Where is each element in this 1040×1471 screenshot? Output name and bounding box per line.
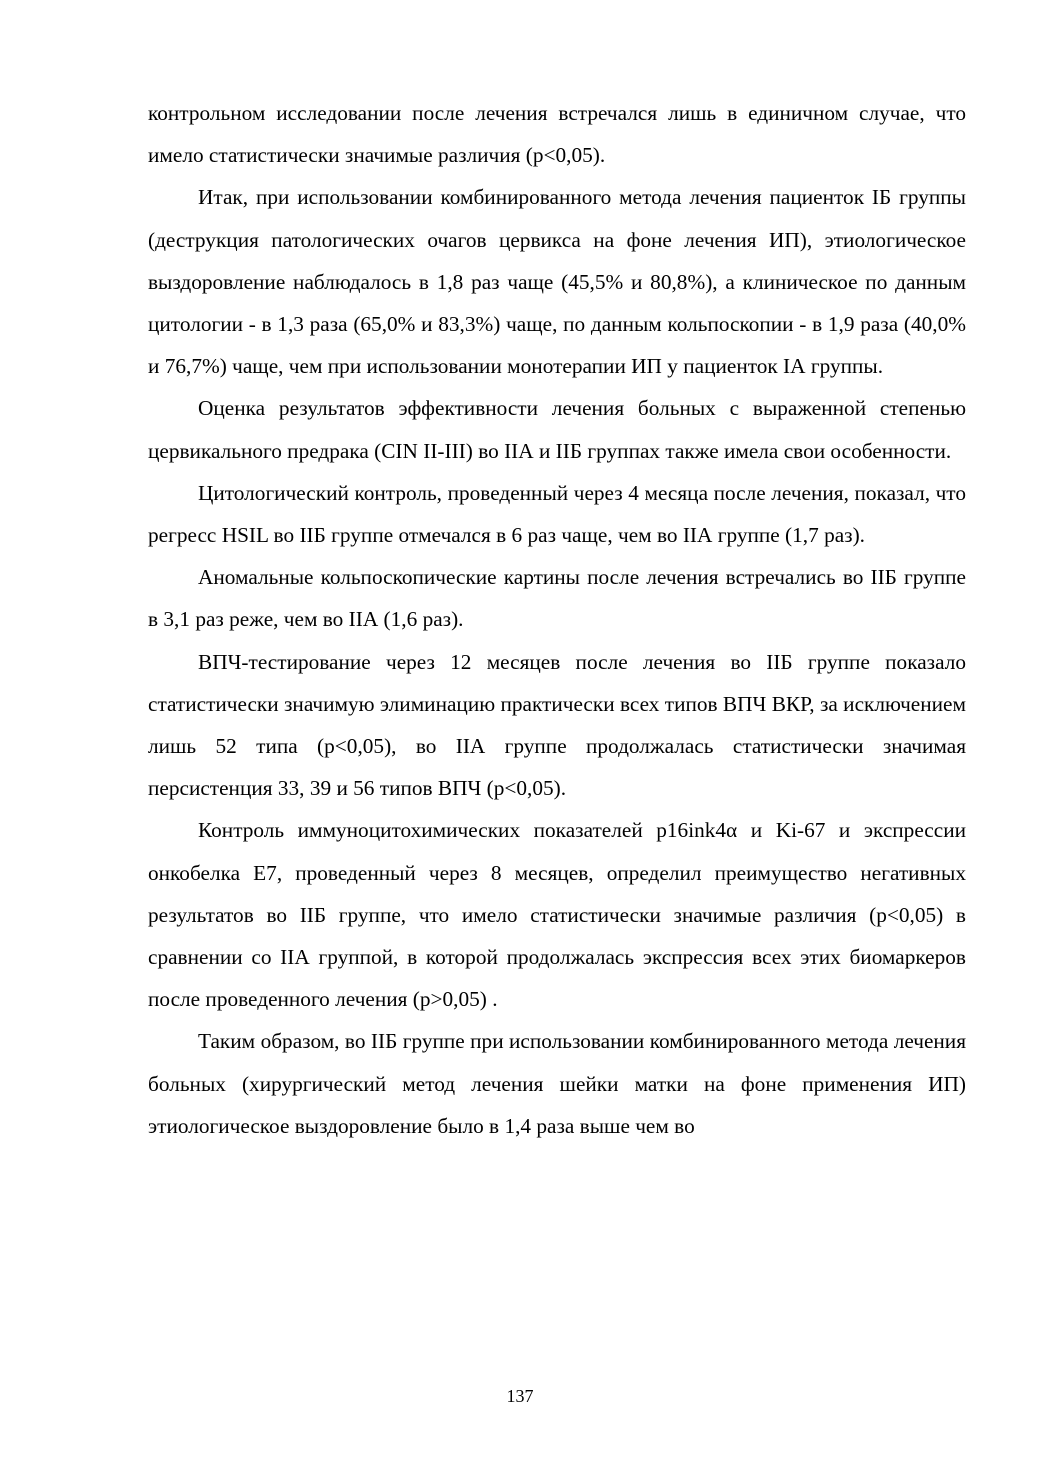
paragraph-8: Таким образом, во IIБ группе при использовании комбинированного метода лечения больных (хирургический метод лечения шейки матки на фоне применения ИП) этиологическое выздоровление было в 1,4 раза выше чем во	[148, 1029, 966, 1138]
paragraph-2: Итак, при использовании комбинированного метода лечения пациенток IБ группы (деструкция патологических очагов цервикса на фоне лечения ИП), этиологическое выздоровление наблюдалось в 1,8 раз чаще (45,5% и 80,8%), а клиническое по данным цитологии - в 1,3 раза (65,0% и 83,3%) чаще, по данным кольпоскопии - в 1,9 раза (40,0% и 76,7%) чаще, чем при использовании монотерапии ИП у пациенток IА группы.	[148, 185, 966, 379]
paragraph-1: контрольном исследовании после лечения встречался лишь в единичном случае, что имело статистически значимые различия (р<0,05).	[148, 101, 966, 168]
paragraph-7: Контроль иммуноцитохимических показателей p16ink4α и Ki-67 и экспрессии онкобелка Е7, проведенный через 8 месяцев, определил преимущество негативных результатов во IIБ группе, что имело статистически значимые различия (р<0,05) в сравнении со IIА группой, в которой продолжалась экспрессия всех этих биомаркеров после проведенного лечения (р>0,05) .	[148, 818, 966, 1012]
page-number: 137	[506, 1386, 534, 1406]
document-body	[148, 92, 966, 1147]
paragraph-3: Оценка результатов эффективности лечения больных с выраженной степенью цервикального предрака (CIN II-III) во IIА и IIБ группах также имела свои особенности.	[148, 396, 966, 463]
paragraph-4: Цитологический контроль, проведенный через 4 месяца после лечения, показал, что регресс HSIL во IIБ группе отмечался в 6 раз чаще, чем во IIА группе (1,7 раз).	[148, 480, 966, 548]
paragraph-5: Аномальные кольпоскопические картины после лечения встречались во IIБ группе в 3,1 раз реже, чем во IIА (1,6 раз).	[148, 565, 966, 632]
paragraph-6: ВПЧ-тестирование через 12 месяцев после лечения во IIБ группе показало статистически значимую элиминацию практически всех типов ВПЧ ВКР, за исключением лишь 52 типа (р<0,05), во IIА группе продолжалась статистически значимая персистенция 33, 39 и 56 типов ВПЧ (р<0,05).	[148, 649, 966, 801]
